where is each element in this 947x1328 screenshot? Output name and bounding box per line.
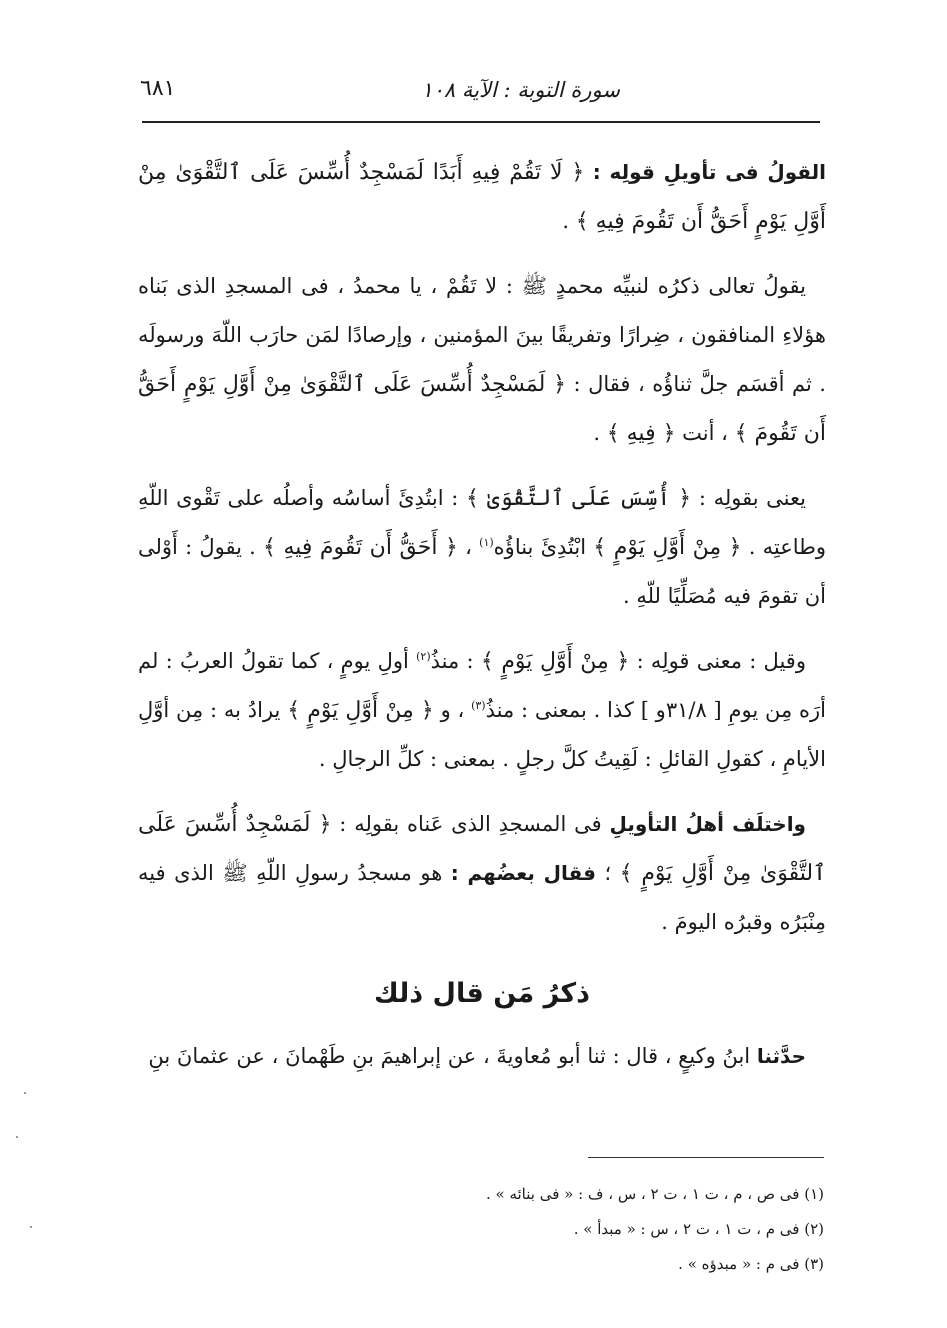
footnote: (١) فى ص ، م ، ت ١ ، ت ٢ ، س ، ف : « فى بنائه » . bbox=[485, 1185, 824, 1203]
quran-verse: ﴿ أَحَقُّ أَن تَقُومَ فِيهِ ﴾ bbox=[263, 535, 458, 560]
paragraph-commentary bbox=[138, 800, 826, 947]
quran-verse: ﴿ مِنْ أَوَّلِ يَوْمٍ ﴾ bbox=[287, 698, 434, 723]
text-run: . bbox=[562, 209, 570, 233]
text-run: ابْتُدِئَ بناؤُه bbox=[493, 535, 587, 559]
page-number: ٦٨١ bbox=[140, 76, 176, 101]
text-run: ؛ bbox=[604, 861, 612, 885]
paragraph-lead: واختلَف أهلُ التأويلِ bbox=[609, 812, 806, 836]
text-run: يعنى بقولِه : bbox=[698, 486, 806, 510]
footnote-marker: (٣) bbox=[471, 699, 486, 712]
text-run: يرادُ به : مِن أوَّلِ الأيامِ ، كقولِ القائلِ : لَقِيتُ كلَّ رجلٍ . بمعنى : كلِّ الرجالِ . bbox=[138, 698, 826, 771]
main-text bbox=[138, 148, 826, 1097]
text-run: . يقولُ : أَوْلى أن تقومَ فيه مُصَلِّيًا للّهِ . bbox=[138, 535, 826, 608]
quran-verse: ﴿ لَمَسْجِدٌ أُسِّسَ عَلَى ٱلتَّقْوَىٰ مِنْ أَوَّلِ يَوْمٍ أَحَقُّ أَن تَقُومَ ﴾ bbox=[138, 372, 826, 446]
text-run: ، bbox=[465, 535, 472, 559]
quran-verse: ﴿ مِنْ أَوَّلِ يَوْمٍ ﴾ bbox=[593, 535, 742, 560]
header-divider bbox=[142, 121, 820, 123]
quran-verse: ﴿ لَا تَقُمْ فِيهِ أَبَدًا لَمَسْجِدٌ أُسِّسَ عَلَى ٱلتَّقْوَىٰ مِنْ أَوَّلِ يَوْمٍ أَحَقُّ أَن تَقُومَ فِيهِ ﴾ bbox=[138, 160, 826, 234]
scan-speck bbox=[16, 1136, 18, 1138]
scan-speck bbox=[30, 1226, 32, 1228]
quran-verse: ﴿ لَمَسْجِدٌ أُسِّسَ عَلَى ٱلتَّقْوَىٰ مِنْ أَوَّلِ يَوْمٍ ﴾ bbox=[138, 812, 826, 886]
footnotes bbox=[200, 1180, 824, 1285]
text-run: أولِ يومٍ ، كما تقولُ العربُ : لم أرَه مِن يومِ [ ٣١/٨و ] كذا . بمعنى : منذُ bbox=[138, 649, 826, 722]
paragraph-verse-heading bbox=[138, 148, 826, 246]
text-run: ، أنت bbox=[682, 421, 728, 445]
quran-verse: ﴿ فِيهِ ﴾ bbox=[606, 421, 676, 446]
paragraph-commentary bbox=[138, 474, 826, 621]
text-run: وقيل : معنى قولِه : bbox=[636, 649, 806, 673]
footnote-marker: (٢) bbox=[416, 650, 431, 663]
text-run: : منذُ bbox=[430, 649, 474, 673]
running-header bbox=[140, 76, 820, 112]
text-run: ابنُ وكيعٍ ، قال : ثنا أبو مُعاويةَ ، عن إبراهيمَ بنِ طَهْمانَ ، عن عثمانَ بنِ bbox=[148, 1044, 751, 1068]
paragraph-lead: القولُ فى تأويلِ قولِه : bbox=[592, 160, 826, 184]
paragraph-lead: فقال بعضُهم : bbox=[450, 861, 597, 885]
paragraph-lead: حدَّثنا bbox=[756, 1044, 806, 1068]
surah-verse-title: سورة التوبة : الآية ١٠٨ bbox=[421, 78, 620, 102]
paragraph-commentary bbox=[138, 262, 826, 458]
quran-verse: ﴿ أُسِّسَ عَلَى ٱلتَّقْوَىٰ ﴾ bbox=[465, 486, 692, 511]
scan-speck bbox=[24, 1092, 26, 1094]
quran-verse: ﴿ مِنْ أَوَّلِ يَوْمٍ ﴾ bbox=[480, 649, 630, 674]
footnote: (٢) فى م ، ت ١ ، ت ٢ ، س : « مبدأ » . bbox=[573, 1220, 824, 1238]
section-heading: ذكرُ مَن قال ذلك bbox=[374, 978, 590, 1009]
text-run: فى المسجدِ الذى عَناه بقولِه : bbox=[339, 812, 602, 836]
text-run: يقولُ تعالى ذكرُه لنبيِّه محمدٍ ﷺ : لا تَقُمْ ، يا محمدُ ، فى المسجدِ الذى بَناه هؤلاءِ المنافقون ، ضِرارًا وتفريقًا بينَ المؤمنين ، وإرصادًا لمَن حارَب اللّهَ ورسولَه . ثم أقسَم جلَّ ثناؤُه ، فقال : bbox=[138, 274, 826, 396]
footnote-divider bbox=[588, 1157, 824, 1158]
text-run: ، و bbox=[440, 698, 465, 722]
text-run: هو مسجدُ رسولِ اللّهِ ﷺ الذى فيه مِنْبَرُه وقبرُه اليومَ . bbox=[138, 861, 826, 934]
text-run: : ابتُدِئَ أساسُه وأصلُه على تَقْوى اللّهِ وطاعتِه . bbox=[138, 486, 827, 559]
text-run: . bbox=[593, 421, 601, 445]
paragraph-commentary bbox=[138, 637, 826, 784]
footnote: (٣) فى م : « مبدؤه » . bbox=[678, 1255, 824, 1273]
footnote-marker: (١) bbox=[479, 536, 494, 549]
paragraph-isnad bbox=[138, 1032, 826, 1081]
